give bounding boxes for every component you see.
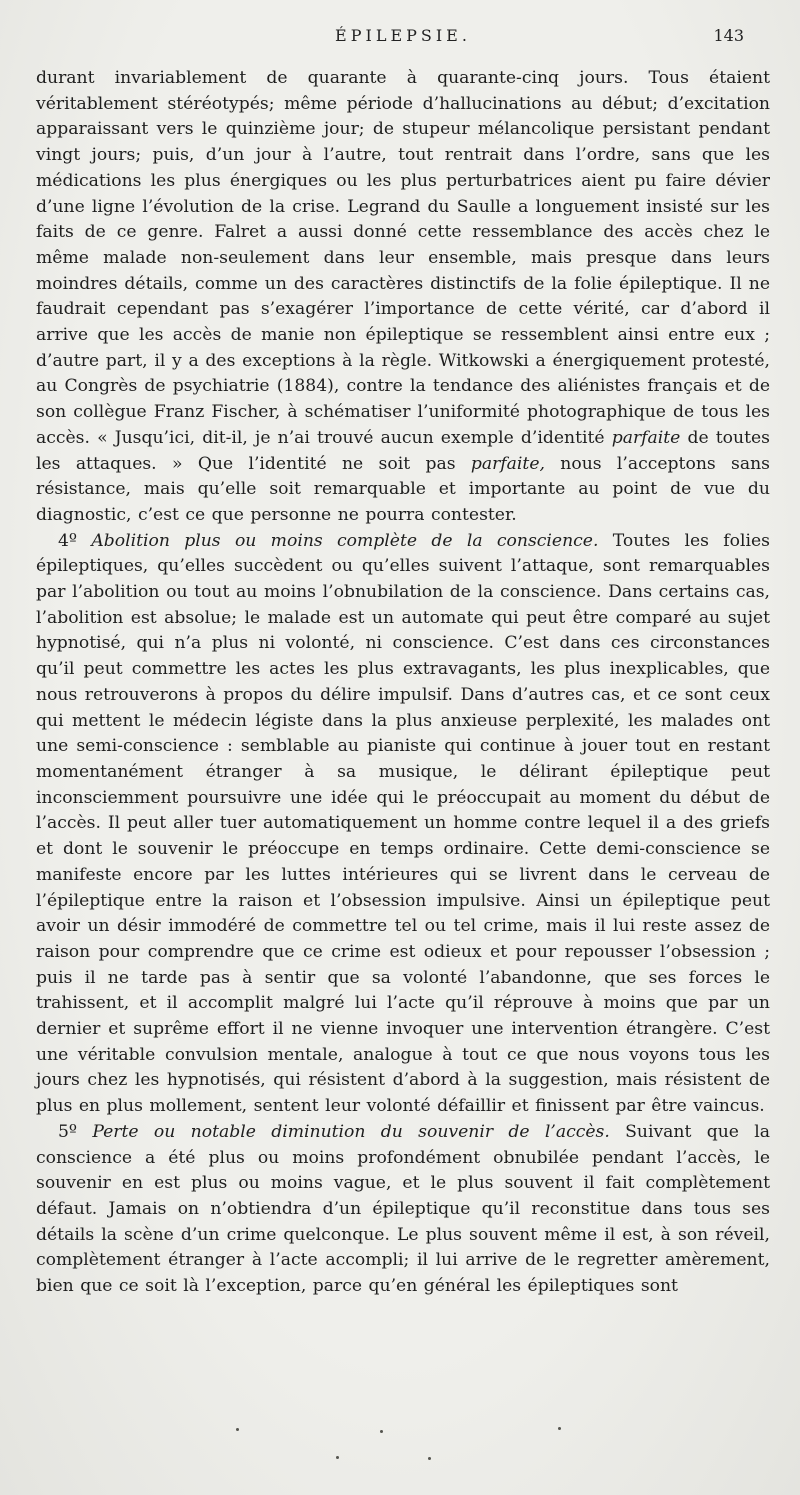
scan-artifact-dot — [236, 1428, 239, 1431]
text-run: nous l’acceptons sans résistance, mais qu’elle soit remarquable et importante au point de vue du diagnostic, c’est ce que personne ne pourra contester. — [36, 453, 770, 525]
text-run: 5º — [58, 1121, 93, 1142]
running-title: ÉPILEPSIE. — [335, 26, 471, 45]
text-run: durant invariablement de quarante à quarante-cinq jours. Tous étaient véritablement stéréotypés; même période d’hallucinations au début; d’excitation apparaissant vers le quinzième jour; de stupeur mélancolique persistant pendant vingt jours; puis, d’un jour à l’autre, tout rentrait dans l’ordre, sans que les médications les plus énergiques ou les plus perturbatrices aient pu faire dévier d’une ligne l’évolution de la crise. Legrand du Saulle a longuement insisté sur les faits de ce genre. Falret a aussi donné cette ressemblance des accès chez le même malade non-seulement dans leur ensemble, mais presque dans leurs moindres détails, comme un des caractères distinctifs de la folie épileptique. Il ne faudrait cependant pas s’exagérer l’importance de cette vérité, car d’abord il arrive que les accès de manie non épileptique se ressemblent ainsi entre eux ; d’autre part, il y a des exceptions à la règle. Witkowski a énergiquement protesté, au Congrès de psychiatrie (1884), contre la tendance des aliénistes français et de son collègue Franz Fischer, à schématiser l’uniformité photographique de tous les accès. « Jusqu’ici, dit-il, je n’ai trouvé aucun exemple d’identité — [36, 68, 770, 448]
text-run: de toutes les attaques. » Que l’identité ne soit pas — [36, 427, 770, 474]
paragraph — [36, 1120, 770, 1300]
page-body — [36, 66, 770, 1300]
page-header — [36, 26, 770, 52]
scan-artifact-dot — [380, 1430, 383, 1433]
paragraph — [36, 66, 770, 529]
text-run-italic: parfaite — [611, 427, 681, 448]
paragraph — [36, 529, 770, 1120]
page-number: 143 — [713, 26, 744, 45]
scan-artifact-dot — [336, 1456, 339, 1459]
text-run-italic: Abolition plus ou moins complète de la conscience. — [91, 530, 599, 551]
text-run-italic: Perte ou notable diminution du souvenir de l’accès. — [92, 1121, 610, 1142]
text-run-italic: parfaite, — [470, 453, 545, 474]
text-run: Suivant que la conscience a été plus ou moins profondément obnubilée pendant l’accès, le souvenir en est plus ou moins vague, et le plus souvent il fait complètement défaut. Jamais on n’obtiendra d’un épileptique qu’il reconstitue dans tous ses détails la scène d’un crime quelconque. Le plus souvent même il est, à son réveil, complètement étranger à l’acte accompli; il lui arrive de le regretter amèrement, bien que ce soit là l’exception, parce qu’en général les épileptiques sont — [36, 1121, 771, 1297]
scan-artifact-dot — [558, 1427, 561, 1430]
text-run: Toutes les folies épileptiques, qu’elles succèdent ou qu’elles suivent l’attaque, sont remarquables par l’abolition ou tout au moins l’obnubilation de la conscience. Dans certains cas, l’abolition est absolue; le malade est un automate qui peut être comparé au sujet hypnotisé, qui n’a plus ni volonté, ni conscience. C’est dans ces circonstances qu’il peut commettre les actes les plus extravagants, les plus inexplicables, que nous retrouverons à propos du délire impulsif. Dans d’autres cas, et ce sont ceux qui mettent le médecin légiste dans la plus anxieuse perplexité, les malades ont une semi-conscience : semblable au pianiste qui continue à jouer tout en restant momentanément étranger à sa musique, le délirant épileptique peut inconsciemment poursuivre une idée qui le préoccupait au moment du début de l’accès. Il peut aller tuer automatiquement un homme contre lequel il a des griefs et dont le souvenir le préoccupe en temps ordinaire. Cette demi-conscience se manifeste encore par les luttes intérieures qui se livrent dans le cerveau de l’épileptique entre la raison et l’obsession impulsive. Ainsi un épileptique peut avoir un désir immodéré de commettre tel ou tel crime, mais il lui reste assez de raison pour comprendre que ce crime est odieux et pour repousser l’obsession ; puis il ne tarde pas à sentir que sa volonté l’abandonne, que ses forces le trahissent, et il accomplit malgré lui l’acte qu’il réprouve à moins que par un dernier et suprême effort il ne vienne invoquer une intervention étrangère. C’est une véritable convulsion mentale, analogue à tout ce que nous voyons tous les jours chez les hypnotisés, qui résistent d’abord à la suggestion, mais résistent de plus en plus mollement, sentent leur volonté défaillir et finissent par être vaincus. — [36, 530, 771, 1117]
scan-artifact-dot — [428, 1457, 431, 1460]
text-run: 4º — [58, 530, 92, 551]
